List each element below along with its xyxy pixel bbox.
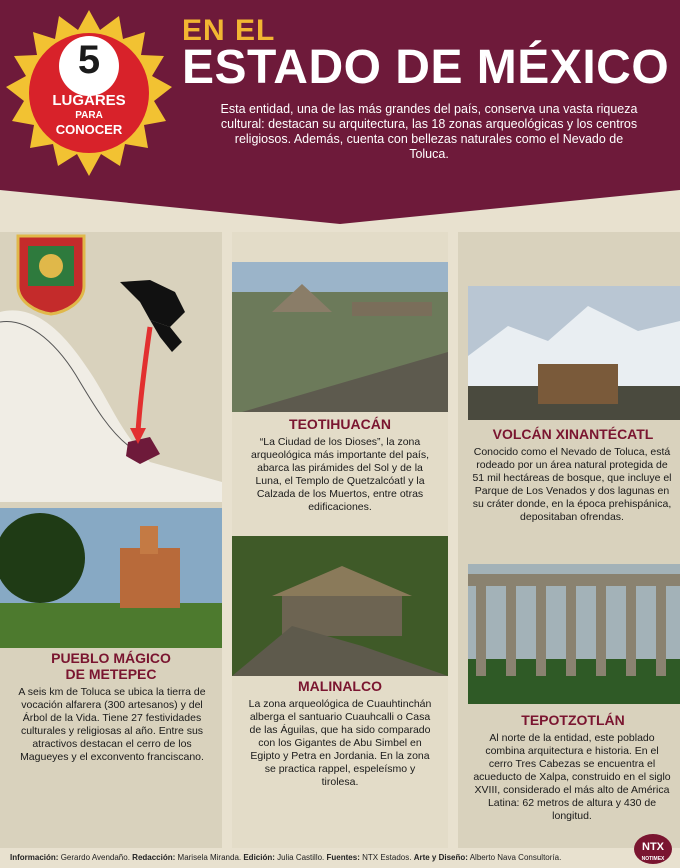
teotihuacan-photo	[232, 262, 448, 412]
credit-ed: Julia Castillo.	[277, 853, 325, 862]
header-wedge	[0, 172, 680, 232]
ntx-logo-sub: NOTIMEX	[641, 856, 665, 862]
column-right	[458, 232, 680, 852]
ntx-logo	[634, 834, 672, 864]
credit-art-label: Arte y Diseño:	[413, 853, 468, 862]
metepec-title-1: PUEBLO MÁGICO	[51, 650, 171, 666]
column-middle	[232, 232, 448, 852]
ntx-logo-name: NTX	[642, 841, 664, 853]
coat-of-arms-icon	[14, 232, 88, 316]
malinalco-photo	[232, 536, 448, 676]
malinalco-title: MALINALCO	[298, 678, 382, 694]
malinalco-text: La zona arqueológica de Cuauhtinchán alberga el santuario Cuauhcalli o Casa de las Águilas, que ha sido comparado con los Gigantes de Abu Simbel en Egipto y Petra en Jordania. En la zona se practica rappel, espeleísmo y tirolesa.	[248, 698, 432, 788]
credit-art: Alberto Nava Consultoría.	[469, 853, 562, 862]
page-title: ESTADO DE MÉXICO	[182, 41, 670, 94]
teotihuacan-text: “La Ciudad de los Dioses”, la zona arqueológica más importante del país, abarca las pirámides del Sol y de la Luna, el Templo de Quetzalcóatl y la Calzada de los Muertos, entre otras edificaciones.	[250, 436, 430, 513]
credit-ed-label: Edición:	[243, 853, 275, 862]
badge-line1: LUGARES	[52, 92, 126, 109]
badge	[4, 8, 174, 178]
credit-info-label: Información:	[10, 853, 59, 862]
intro-text: Esta entidad, una de las más grandes del país, conserva una vasta riqueza cultural: destacan su arquitectura, las 18 zonas arqueológicas y los centros religiosos. Además, cuenta con bellezas naturales como el Nevado de Toluca.	[220, 102, 638, 161]
tepotzotlan-photo	[468, 564, 680, 704]
xinantecatl-text: Conocido como el Nevado de Toluca, está rodeado por un área natural protegida de 51 mil hectáreas de bosque, que incluye el Parque de Los Venados y dos lagunas en su cráter donde, en la época prehispánica, depositaban ofrendas.	[472, 446, 672, 523]
column-left	[0, 232, 222, 852]
title-small: EN EL	[182, 14, 276, 47]
metepec-title-2: DE METEPEC	[65, 666, 157, 682]
badge-line2: PARA	[75, 110, 103, 121]
xinantecatl-title: VOLCÁN XINANTÉCATL	[492, 426, 654, 442]
xinantecatl-photo	[468, 286, 680, 420]
credit-src: NTX Estados.	[362, 853, 412, 862]
badge-line3: CONOCER	[55, 122, 123, 137]
credit-red: Marisela Miranda.	[177, 853, 242, 862]
credit-red-label: Redacción:	[132, 853, 176, 862]
tepotzotlan-text: Al norte de la entidad, este poblado combina arquitectura e historia. En el cerro Tres Cabezas se encuentra el acueducto de Xalpa, construido en el siglo XVIII, considerado el más alto de América Latina: 62 metros de altura y 430 de longitud.	[473, 732, 671, 822]
metepec-photo	[0, 508, 222, 648]
tepotzotlan-title: TEPOTZOTLÁN	[521, 712, 625, 728]
badge-number: 5	[77, 38, 101, 82]
credit-info: Gerardo Avendaño.	[60, 853, 130, 862]
credits-bar	[0, 848, 680, 868]
teotihuacan-title: TEOTIHUACÁN	[289, 416, 391, 432]
metepec-text: A seis km de Toluca se ubica la tierra de vocación alfarera (300 artesanos) y del Árbol de la Vida. Tiene 27 festividades culturales y religiosas al año. Entre sus atractivos destacan el cerro de los Magueyes y el exconvento franciscano.	[18, 686, 206, 763]
credit-src-label: Fuentes:	[326, 853, 360, 862]
